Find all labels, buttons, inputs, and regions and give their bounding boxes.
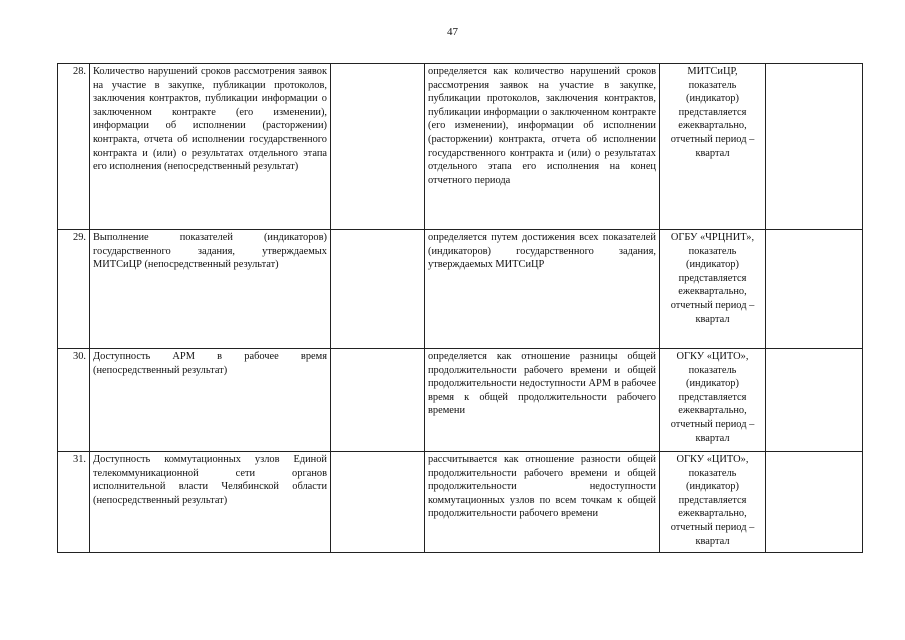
calculation-method: определяется путем достижения всех показателей (индикаторов) государственного задания, утверждаемых МИТСиЦР: [425, 230, 660, 349]
empty-cell: [766, 452, 863, 553]
empty-cell: [331, 349, 425, 452]
empty-cell: [331, 64, 425, 230]
row-number: 31.: [58, 452, 90, 553]
data-source: ОГКУ «ЦИТО», показатель (индикатор) представляется ежеквартально, отчетный период – квартал: [660, 452, 766, 553]
empty-cell: [766, 230, 863, 349]
row-number: 28.: [58, 64, 90, 230]
empty-cell: [766, 349, 863, 452]
indicators-table: [57, 63, 863, 553]
table-row: [58, 452, 863, 553]
data-source: ОГБУ «ЧРЦНИТ», показатель (индикатор) представляется ежеквартально, отчетный период – квартал: [660, 230, 766, 349]
row-number: 29.: [58, 230, 90, 349]
indicator-name: Количество нарушений сроков рассмотрения заявок на участие в закупке, публикации протоколов, заключения контрактов, публикации информации о заключенном контракте (его изменении), информации об исполнении (расторжении) контракта, отчета об исполнении государственного контракта и (или) о результатах отдельного этапа его исполнения (непосредственный результат): [90, 64, 331, 230]
calculation-method: определяется как количество нарушений сроков рассмотрения заявок на участие в закупке, публикации протоколов, заключения контрактов, публикации информации о заключенном контракте (его изменении), информации об исполнении (расторжении) контракта, отчета об исполнении государственного контракта и (или) о результатах отдельного этапа его исполнения на конец отчетного периода: [425, 64, 660, 230]
indicator-name: Выполнение показателей (индикаторов) государственного задания, утверждаемых МИТСиЦР (непосредственный результат): [90, 230, 331, 349]
table-row: [58, 230, 863, 349]
data-source: ОГКУ «ЦИТО», показатель (индикатор) представляется ежеквартально, отчетный период – квартал: [660, 349, 766, 452]
calculation-method: рассчитывается как отношение разности общей продолжительности рабочего времени и общей продолжительности недоступности коммутационных узлов по всем точкам к общей продолжительности рабочего времени: [425, 452, 660, 553]
empty-cell: [331, 452, 425, 553]
row-number: 30.: [58, 349, 90, 452]
empty-cell: [331, 230, 425, 349]
table-row: [58, 349, 863, 452]
calculation-method: определяется как отношение разницы общей продолжительности рабочего времени и общей продолжительности недоступности АРМ в рабочее время к общей продолжительности рабочего времени: [425, 349, 660, 452]
data-source: МИТСиЦР, показатель (индикатор) представляется ежеквартально, отчетный период – квартал: [660, 64, 766, 230]
indicator-name: Доступность АРМ в рабочее время (непосредственный результат): [90, 349, 331, 452]
empty-cell: [766, 64, 863, 230]
indicator-name: Доступность коммутационных узлов Единой телекоммуникационной сети органов исполнительной власти Челябинской области (непосредственный результат): [90, 452, 331, 553]
table-row: [58, 64, 863, 230]
page-number: 47: [447, 26, 458, 38]
